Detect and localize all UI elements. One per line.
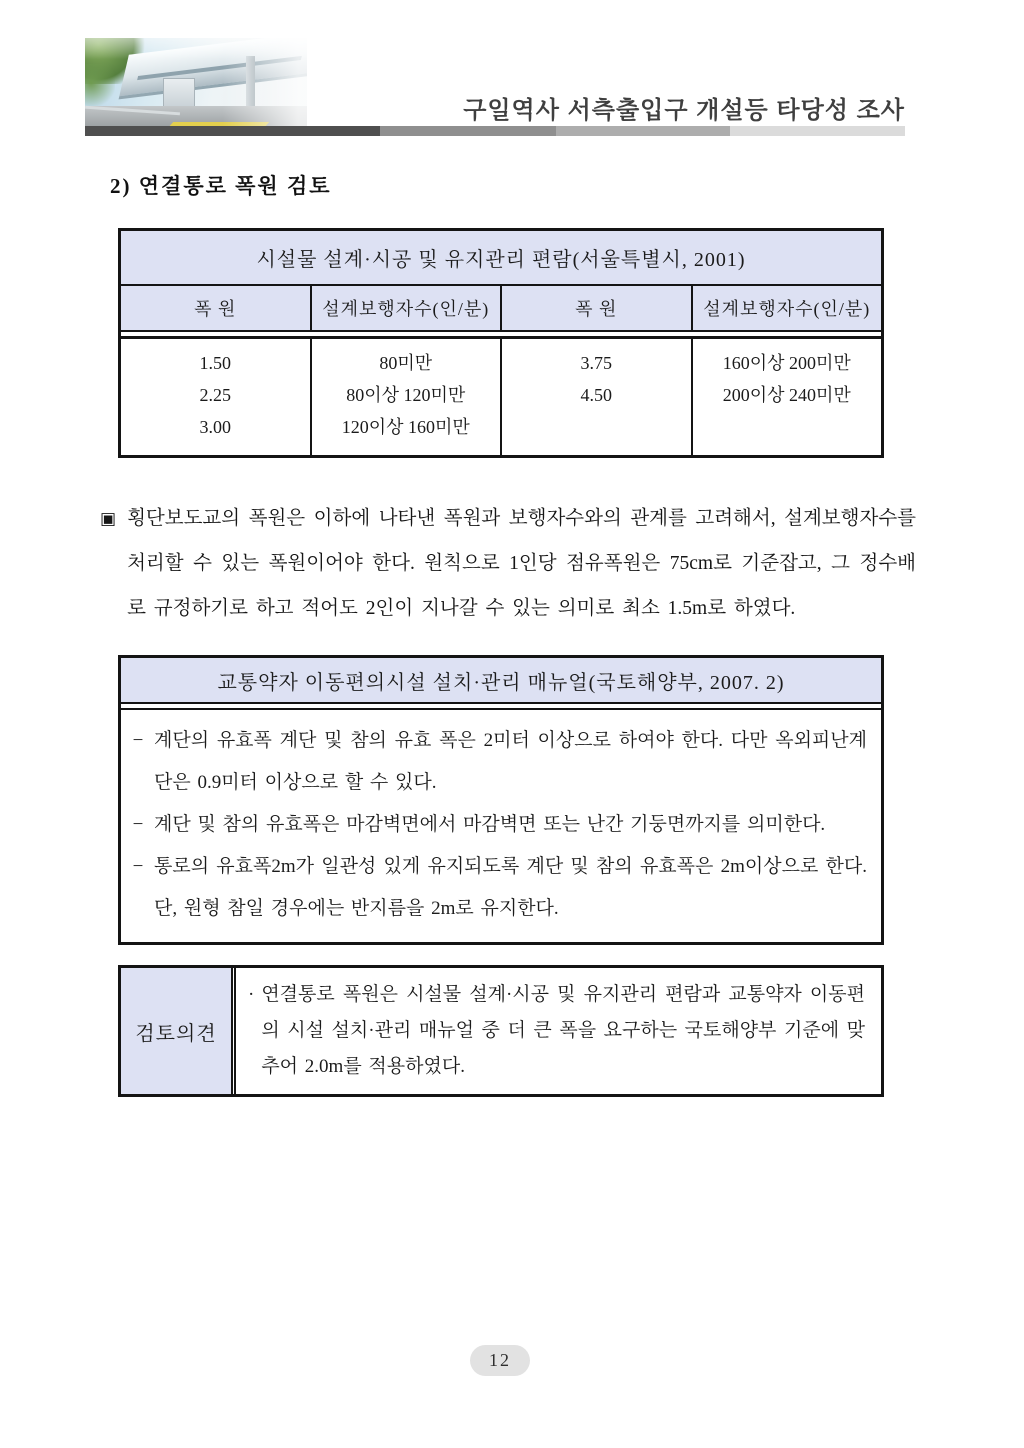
list-item — [131, 720, 867, 804]
table-title: 교통약자 이동편의시설 설치·관리 매뉴얼(국토해양부, 2007. 2) — [121, 658, 881, 704]
header-gradient-bar — [85, 126, 905, 136]
table-cell: 80미만 — [379, 353, 433, 373]
header-photo — [85, 38, 307, 134]
table-cell: 160이상 200미만 — [722, 353, 851, 373]
list-item-text: 통로의 유효폭2m가 일관성 있게 유지되도록 계단 및 참의 유효폭은 2m이상으로 한다. 단, 원형 참일 경우에는 반지름을 2m로 유지한다. — [154, 856, 867, 919]
dash-bullet-icon: − — [132, 856, 144, 877]
list-item-text: 계단 및 참의 유효폭은 마감벽면에서 마감벽면 또는 난간 기둥면까지를 의미한다. — [154, 814, 826, 835]
column-header: 폭 원 — [121, 286, 312, 330]
report-title: 구일역사 서측출입구 개설등 타당성 조사 — [463, 97, 905, 124]
opinion-text: 연결통로 폭원은 시설물 설계·시공 및 유지관리 편람과 교통약자 이동편의 시설 설치·관리 매뉴얼 중 더 큰 폭을 요구하는 국토해양부 기준에 맞추어 2.0m를 적용하였다. — [261, 984, 865, 1077]
table-cell: 4.50 — [580, 385, 612, 405]
paragraph-text: 횡단보도교의 폭원은 이하에 나타낸 폭원과 보행자수와의 관계를 고려해서, 설계보행자수를 처리할 수 있는 폭원이어야 한다. 원칙으로 1인당 점유폭원은 75cm로 기준잡고, 그 정수배로 규정하기로 하고 적어도 2인이 지나갈 수 있는 의미로 최소 1.5m로 하였다. — [127, 508, 916, 619]
table-title: 시설물 설계·시공 및 유지관리 편람(서울특별시, 2001) — [121, 231, 881, 286]
list-item — [131, 804, 867, 846]
column-header: 폭 원 — [502, 286, 693, 330]
table-cell: 1.50 — [199, 353, 231, 373]
column-header: 설계보행자수(인/분) — [312, 286, 503, 330]
table-cell: 2.25 — [199, 385, 231, 405]
bar-segment — [730, 126, 905, 136]
opinion-label: 검토의견 — [121, 968, 231, 1094]
bar-segment — [380, 126, 556, 136]
dash-bullet-icon: − — [132, 730, 144, 751]
square-bullet-icon: ▣ — [100, 509, 117, 528]
table-cell: 200이상 240미만 — [722, 385, 851, 405]
bar-segment — [85, 126, 380, 136]
table-body — [121, 336, 881, 455]
dash-bullet-icon: − — [132, 814, 144, 835]
photo-fade-overlay — [85, 38, 307, 134]
body-paragraph — [100, 496, 916, 631]
review-opinion-box — [118, 965, 884, 1097]
table-cell: 120이상 160미만 — [341, 417, 470, 437]
list-item-text: 계단의 유효폭 계단 및 참의 유효 폭은 2미터 이상으로 하여야 한다. 다만 옥외피난계단은 0.9미터 이상으로 할 수 있다. — [154, 730, 867, 793]
table-column-pedestrians — [693, 339, 882, 455]
table-column-pedestrians — [312, 339, 503, 455]
list-item — [131, 846, 867, 930]
column-header: 설계보행자수(인/분) — [703, 299, 871, 319]
table-column-width — [121, 339, 312, 455]
table-body — [121, 708, 881, 942]
design-standards-table — [118, 228, 884, 458]
page-number: 12 — [470, 1345, 530, 1376]
manual-table — [118, 655, 884, 945]
table-cell: 80이상 120미만 — [346, 385, 466, 405]
opinion-content — [231, 968, 881, 1094]
table-column-width — [502, 339, 693, 455]
table-header-row — [121, 286, 881, 332]
table-cell: 3.00 — [199, 417, 231, 437]
table-cell: 3.75 — [580, 353, 612, 373]
bar-segment — [556, 126, 730, 136]
section-title: 2) 연결통로 폭원 검토 — [110, 174, 332, 198]
dot-bullet-icon: · — [248, 984, 255, 1005]
